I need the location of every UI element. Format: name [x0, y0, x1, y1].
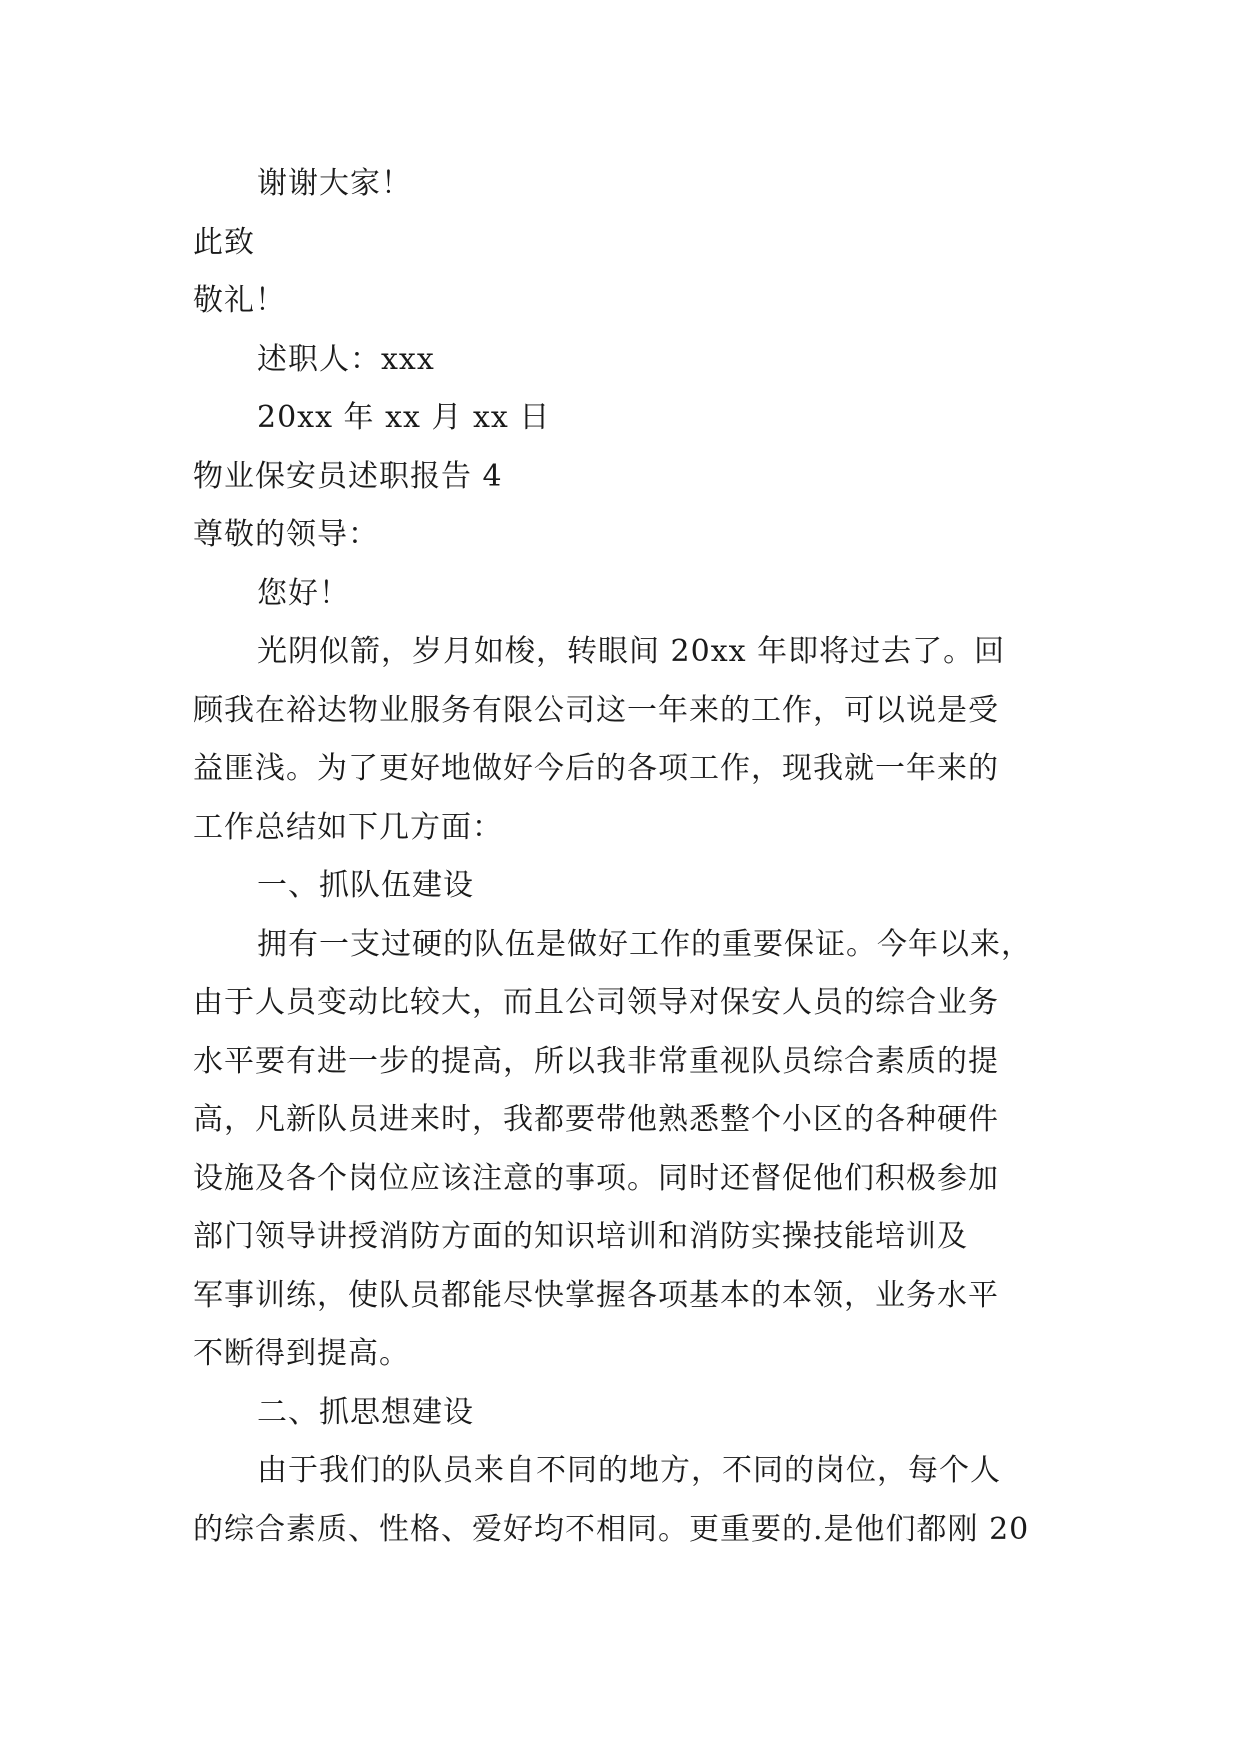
para-1-line: 军事训练，使队员都能尽快掌握各项基本的本领，业务水平 [193, 1277, 999, 1313]
section-title: 物业保安员述职报告 4 [193, 458, 503, 494]
para-2-line: 的综合素质、性格、爱好均不相同。更重要的.是他们都刚 20 [193, 1511, 1030, 1547]
date: 20xx 年 xx 月 xx 日 [257, 400, 551, 435]
heading-1: 一、抓队伍建设 [257, 868, 474, 903]
para-1-line: 拥有一支过硬的队伍是做好工作的重要保证。今年以来， [257, 926, 1032, 962]
signer: 述职人：xxx [257, 341, 435, 377]
salutation-line-2: 敬礼！ [193, 283, 286, 318]
document-body [193, 155, 1053, 1559]
para-1-line: 水平要有进一步的提高，所以我非常重视队员综合素质的提 [193, 1043, 999, 1079]
intro-line: 益匪浅。为了更好地做好今后的各项工作，现我就一年来的 [193, 751, 999, 786]
greeting: 您好！ [257, 575, 350, 611]
salutation-line-1: 此致 [193, 224, 255, 260]
intro-line: 光阴似箭，岁月如梭，转眼间 20xx 年即将过去了。回 [257, 634, 1006, 669]
para-1-line: 设施及各个岗位应该注意的事项。同时还督促他们积极参加 [193, 1160, 999, 1196]
closing-thanks: 谢谢大家！ [257, 166, 412, 201]
para-1-line: 不断得到提高。 [193, 1336, 410, 1371]
para-1-line: 高，凡新队员进来时，我都要带他熟悉整个小区的各种硬件 [193, 1102, 999, 1137]
heading-2: 二、抓思想建设 [257, 1394, 474, 1430]
para-1-line: 部门领导讲授消防方面的知识培训和消防实操技能培训及 [193, 1219, 968, 1254]
greeting-to: 尊敬的领导： [193, 517, 379, 552]
intro-line: 工作总结如下几方面： [193, 809, 503, 845]
para-1-line: 由于人员变动比较大，而且公司领导对保安人员的综合业务 [193, 985, 999, 1020]
para-2-line: 由于我们的队员来自不同的地方，不同的岗位，每个人 [257, 1453, 1001, 1488]
intro-line: 顾我在裕达物业服务有限公司这一年来的工作，可以说是受 [193, 692, 999, 728]
